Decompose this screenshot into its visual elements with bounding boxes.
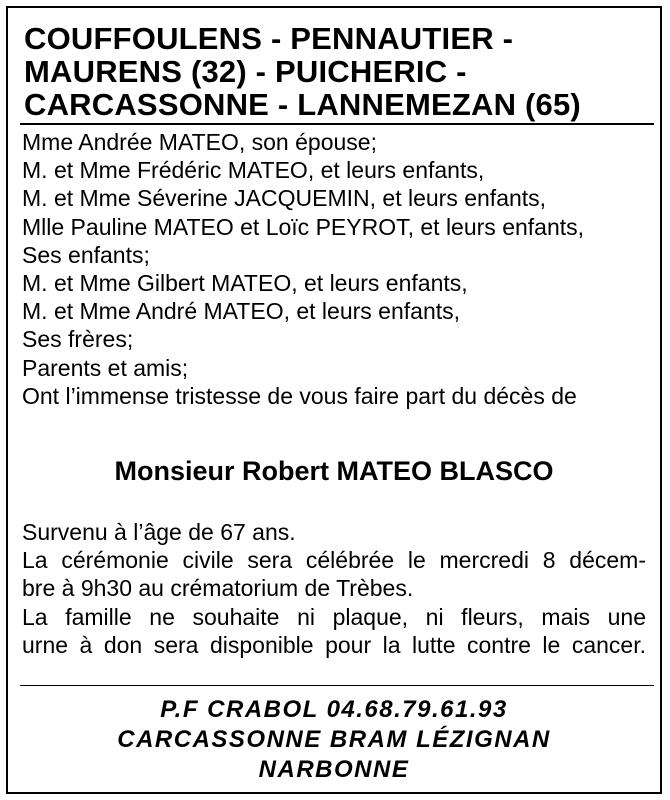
funeral-home-locations: CARCASSONNE BRAM LÉZIGNAN — [117, 726, 551, 753]
footer-divider — [20, 685, 654, 686]
family-line: Parents et amis; — [22, 354, 189, 381]
wishes-line: urne à don sera disponible pour la lutte contre le cancer. — [22, 631, 646, 658]
ceremony-line: La cérémonie civile sera célébrée le mercredi 8 décem- — [22, 547, 646, 574]
age-line: Survenu à l’âge de 67 ans. — [22, 519, 296, 545]
family-line: M. et Mme André MATEO, et leurs enfants, — [22, 298, 461, 325]
family-line: M. et Mme Gilbert MATEO, et leurs enfants, — [22, 270, 468, 297]
header-line: CARCASSONNE - LANNEMEZAN (65) — [24, 87, 581, 122]
ceremony-line: bre à 9h30 au crématorium de Trèbes. — [22, 575, 414, 602]
funeral-home-footer — [8, 695, 660, 785]
header-divider — [20, 123, 654, 125]
family-list — [22, 128, 662, 410]
header-line: COUFFOULENS - PENNAUTIER - — [24, 21, 514, 56]
family-line: Mlle Pauline MATEO et Loïc PEYROT, et leurs enfants, — [22, 213, 585, 240]
funeral-home-contact: P.F CRABOL 04.68.79.61.93 — [160, 696, 508, 723]
funeral-home-location: NARBONNE — [258, 756, 410, 783]
family-line: M. et Mme Séverine JACQUEMIN, et leurs enfants, — [22, 185, 547, 212]
deceased-name: Monsieur Robert MATEO BLASCO — [114, 456, 554, 486]
obituary-notice — [6, 6, 662, 794]
header-line: MAURENS (32) - PUICHERIC - — [24, 54, 467, 89]
family-line: Ses frères; — [22, 326, 134, 353]
family-line: Ses enfants; — [22, 241, 150, 268]
ceremony-details — [22, 518, 646, 659]
family-line: Mme Andrée MATEO, son épouse; — [22, 129, 377, 155]
family-line: Ont l’immense tristesse de vous faire part du décès de — [22, 382, 577, 409]
wishes-line: La famille ne souhaite ni plaque, ni fleurs, mais une — [22, 603, 646, 630]
family-line: M. et Mme Frédéric MATEO, et leurs enfants, — [22, 157, 485, 184]
notice-header-towns — [24, 22, 654, 121]
